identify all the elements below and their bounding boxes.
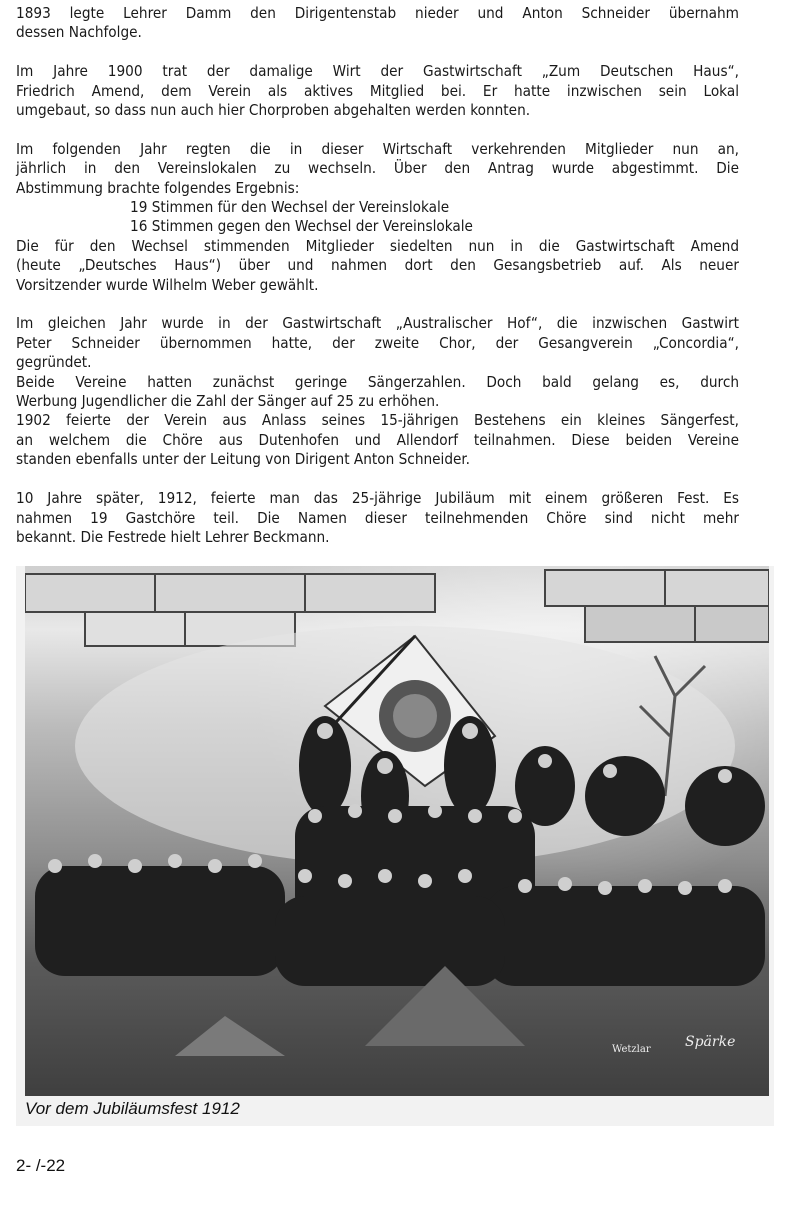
text-line: Friedrich Amend, dem Verein als aktives Mitglied bei. Er hatte inzwischen sein Lokal	[16, 81, 739, 100]
document-body	[16, 4, 739, 547]
text-line: umgebaut, so dass nun auch hier Chorproben abgehalten werden konnten.	[16, 101, 531, 120]
text-line: nahmen 19 Gastchöre teil. Die Namen dieser teilnehmenden Chöre sind nicht mehr	[16, 508, 739, 527]
text-line: standen ebenfalls unter der Leitung von Dirigent Anton Schneider.	[16, 450, 470, 469]
text-line: Werbung Jugendlicher die Zahl der Sänger auf 25 zu erhöhen.	[16, 392, 440, 411]
text-line: dessen Nachfolge.	[16, 23, 142, 42]
text-line: Vorsitzender wurde Wilhelm Weber gewählt.	[16, 275, 319, 294]
text-line: Peter Schneider übernommen hatte, der zweite Chor, der Gesangverein „Concordia“,	[16, 333, 739, 352]
photographer-mark: Wetzlar	[612, 1044, 651, 1055]
text-line: Abstimmung brachte folgendes Ergebnis:	[16, 178, 300, 197]
paragraph-4	[16, 314, 739, 469]
text-line: Die für den Wechsel stimmenden Mitglieder siedelten nun in die Gastwirtschaft Amend	[16, 236, 739, 255]
photographer-signature: Spärke	[685, 1034, 736, 1050]
text-line: 10 Jahre später, 1912, feierte man das 25-jährige Jubiläum mit einem größeren Fest. Es	[16, 489, 739, 508]
text-line: Im Jahre 1900 trat der damalige Wirt der Gastwirtschaft „Zum Deutschen Haus“,	[16, 62, 739, 81]
paragraph-5	[16, 489, 739, 547]
photo-figure	[16, 566, 774, 1126]
photo-caption: Vor dem Jubiläumsfest 1912	[25, 1099, 240, 1118]
vote-result-for: 19 Stimmen für den Wechsel der Vereinslokale	[130, 198, 450, 217]
historic-group-photo	[25, 566, 769, 1096]
text-line: 1893 legte Lehrer Damm den Dirigentenstab nieder und Anton Schneider übernahm	[16, 4, 739, 22]
text-line: jährlich in den Vereinslokalen zu wechseln. Über den Antrag wurde abgestimmt. Die	[16, 159, 739, 178]
text-line: Beide Vereine hatten zunächst geringe Sängerzahlen. Doch bald gelang es, durch	[16, 372, 739, 391]
text-line: gegründet.	[16, 353, 92, 372]
page-number: 2- /-22	[16, 1156, 66, 1175]
text-line: Im folgenden Jahr regten die in dieser Wirtschaft verkehrenden Mitglieder nun an,	[16, 139, 739, 158]
paragraph-1	[16, 4, 739, 43]
text-line: 1902 feierte der Verein aus Anlass seines 15-jährigen Bestehens ein kleines Sängerfest,	[16, 411, 739, 430]
paragraph-3	[16, 140, 739, 295]
text-line: an welchem die Chöre aus Dutenhofen und Allendorf teilnahmen. Diese beiden Vereine	[16, 430, 739, 449]
text-line: (heute „Deutsches Haus“) über und nahmen dort den Gesangsbetrieb auf. Als neuer	[16, 256, 739, 275]
text-line: Im gleichen Jahr wurde in der Gastwirtschaft „Australischer Hof“, die inzwischen Gastwirt	[16, 314, 739, 333]
vote-result-against: 16 Stimmen gegen den Wechsel der Vereinslokale	[130, 217, 473, 236]
photo-illustration	[25, 566, 769, 1096]
text-line: bekannt. Die Festrede hielt Lehrer Beckmann.	[16, 527, 330, 546]
paragraph-2	[16, 62, 739, 120]
